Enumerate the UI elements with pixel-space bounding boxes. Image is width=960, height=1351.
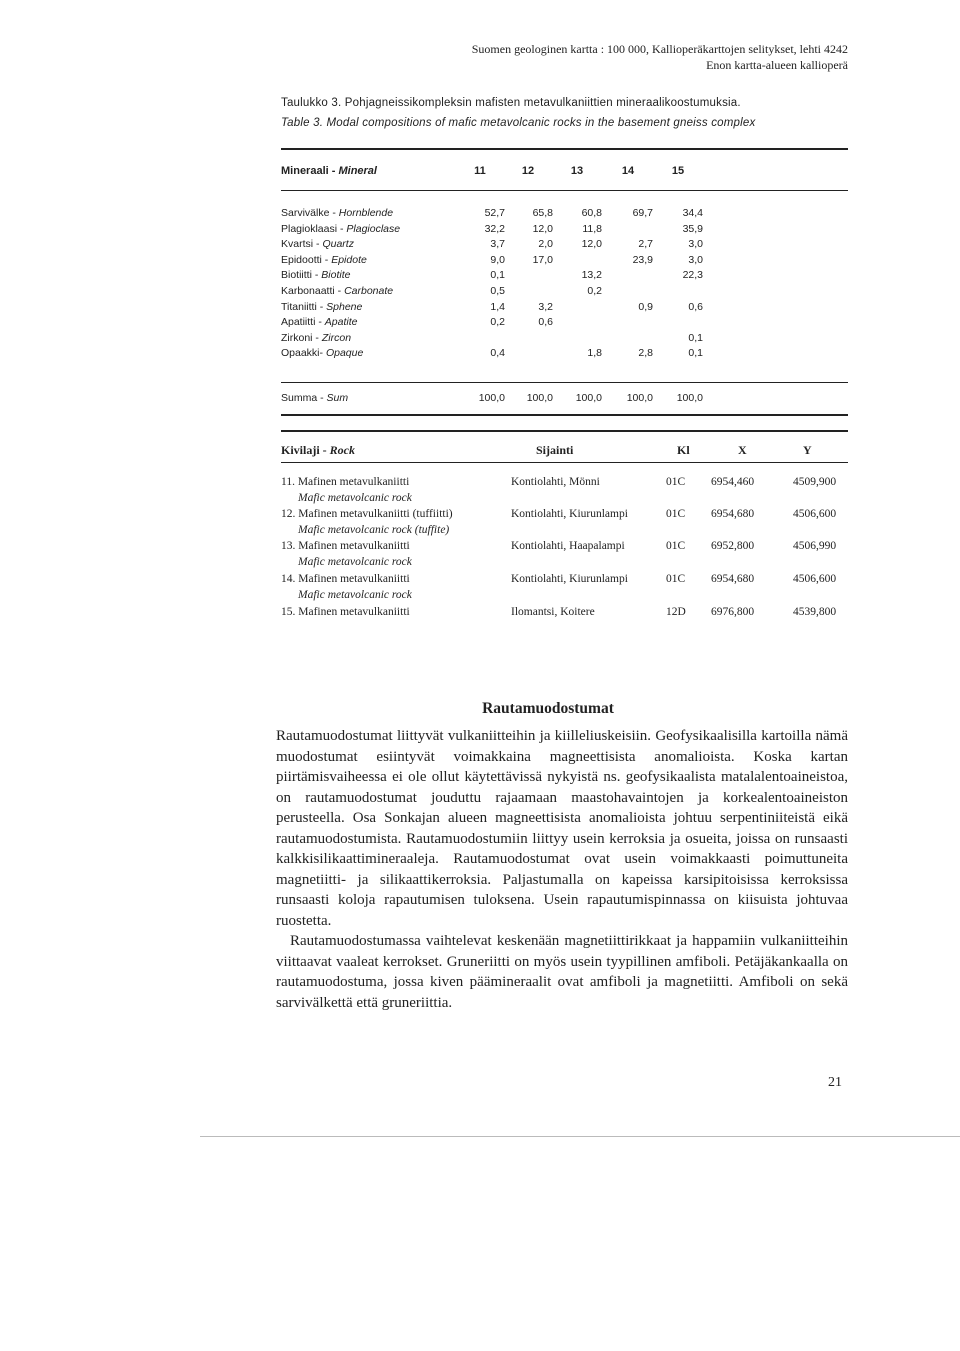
table1-cell: 0,1 [688,347,703,360]
table1-row-label: Sarvivälke - Hornblende [281,207,394,219]
table1-cell: 11,8 [582,222,602,235]
table1-cell: 22,3 [682,269,703,282]
table1-cell: 0,1 [490,269,505,282]
table1-cell: 3,7 [490,238,505,251]
table1-cell: 0,6 [538,316,553,329]
table1-col-header: 11 [474,165,486,177]
table1-row [281,254,848,268]
table1-sum-cell: 100,0 [526,392,553,404]
table1-row-label: Plagioklaasi - Plagioclase [281,222,401,235]
table2-location: Kontiolahti, Haapalampi [511,540,625,552]
table1-cell: 2,8 [638,347,653,360]
table1-row [281,316,848,330]
table1-row [281,285,848,299]
table1-cell: 1,8 [587,347,602,360]
table2-top-rule [281,430,848,432]
table1-header-row [281,165,848,179]
table2-rock-name-english: Mafic metavolcanic rock [298,589,412,601]
table1-row [281,223,848,237]
table1-cell: 9,0 [490,253,505,266]
table1-cell: 0,1 [688,331,703,344]
table-caption-finnish: Taulukko 3. Pohjagneissikompleksin mafisten metavulkaniittien mineraalikoostumuksia. [281,97,741,109]
table1-cell: 23,9 [632,253,653,266]
table2-rock-name: 14. Mafinen metavulkaniitti [281,573,410,585]
table2-rock-name-english: Mafic metavolcanic rock (tuffite) [298,524,450,536]
table1-row-label: Epidootti - Epidote [281,253,367,266]
table1-cell: 69,7 [632,207,653,219]
table1-cell: 1,4 [490,300,505,313]
table1-cell: 12,0 [532,222,553,235]
table1-row [281,332,848,346]
table1-col-header: 15 [671,165,685,177]
table1-cell: 32,2 [484,222,505,235]
table2-x: 6976,800 [711,606,755,618]
table1-cell: 13,2 [581,269,602,282]
table1-top-rule [281,148,848,150]
body-paragraph: Rautamuodostumat liittyvät vulkaniitteihin ja kiilleliuskeisiin. Geofysikaalisilla kartoilla nämä muodostumat esiintyvät voimakkaina magneettisista anomalioista. Koska kartan piirtämisvaiheessa ei ole ollut käytettävissä nykyistä ns. geofysikaalista matalalentoaineistoa, on rautamuodostumat jouduttu rajaamaan maastohavaintojen ja korkealentoaineiston perusteella. Osa Sonkajan alueen magneettisista anomalioista johtuu serpentiniiteistä eikä rautamuodostumista. Rautamuodostumiin liittyy usein kerroksia ja osueita, joissa on runsaasti kalkkisilikaattimineraaleja. Rautamuodostumat ovat usein voimakkaasti poimuttuneita magnetiitti- ja silikaattikerroksia. Paljastumalla on kapeissa karsipitoisissa kerroksissa runsaasti koloja rapautumisen tuloksena. Usein rapautumispinnassa on kiisuista johtuvaa ruostetta. [276,728,848,929]
table1-row-label: Karbonaatti - Carbonate [281,285,394,297]
table1-row-label: Biotiitti - Biotite [281,269,351,282]
table1-row-label: Titaniitti - Sphene [281,300,363,313]
table1-sum-cell: 100,0 [626,392,653,404]
table1-cell: 0,2 [490,316,505,329]
table2-location: Kontiolahti, Mönni [511,476,600,488]
table2-x: 6952,800 [711,540,755,552]
table1-sum-row [281,392,848,406]
table2-y: 4506,990 [793,540,837,552]
table2-location: Kontiolahti, Kiurunlampi [511,573,628,585]
table1-cell: 17,0 [532,253,553,266]
table1-cell: 2,7 [638,238,653,251]
table1-cell: 35,9 [682,222,703,235]
table1-cell: 12,0 [581,238,602,251]
table1-cell: 60,8 [581,207,602,219]
table2-header-location: Sijainti [536,443,574,457]
table1-row [281,238,848,252]
table2-rock-name: 11. Mafinen metavulkaniitti [281,476,410,488]
running-header-subtitle: Enon kartta-alueen kallioperä [706,58,848,72]
running-header-title: Suomen geologinen kartta : 100 000, Kallioperäkarttojen selitykset, lehti 4242 [471,42,848,56]
table2-y: 4506,600 [793,508,837,520]
table1-cell: 3,2 [538,300,553,313]
table2-kl: 01C [666,476,686,488]
table1-cell: 52,7 [484,207,505,219]
table1-sum-cell: 100,0 [575,392,602,404]
table1-cell: 0,4 [490,347,505,360]
table2-header-x: X [738,443,747,457]
table1-cell: 0,2 [587,285,602,297]
table1-row-label: Kvartsi - Quartz [281,238,354,251]
table1-row [281,269,848,283]
table2-header-rule [281,462,848,463]
table1-col-header: 13 [570,165,584,177]
table1-row-label: Opaakki- Opaque [281,347,364,360]
table2-x: 6954,680 [711,573,755,585]
table1-header-label: Mineraali - Mineral [281,165,377,177]
table2-kl: 01C [666,540,686,552]
table2-y: 4509,900 [793,476,837,488]
table2-rock-name-english: Mafic metavolcanic rock [298,556,412,568]
table1-cell: 0,9 [638,300,653,313]
table1-cell: 65,8 [532,207,553,219]
table1-header-rule [281,190,848,191]
table2-location: Kontiolahti, Kiurunlampi [511,508,628,520]
table1-col-header: 14 [621,165,635,177]
table1-row [281,207,848,221]
table1-row [281,301,848,315]
table2-x: 6954,460 [711,476,755,488]
page-bottom-line [200,1136,960,1137]
table2-rock-name-english: Mafic metavolcanic rock [298,492,412,504]
table2-location: Ilomantsi, Koitere [511,606,595,618]
table2-y: 4539,800 [793,606,837,618]
table2-rock-name: 15. Mafinen metavulkaniitti [281,606,410,618]
table2-header-rock: Kivilaji - Rock [281,443,356,457]
table1-cell: 0,5 [490,285,505,297]
table1-sum-cell: 100,0 [478,392,505,404]
table2-rock-name: 13. Mafinen metavulkaniitti [281,540,410,552]
table1-sum-rule [281,382,848,383]
table2-header-y: Y [803,443,812,457]
table1-cell: 2,0 [538,238,553,251]
table1-row-label: Apatiitti - Apatite [281,316,358,329]
table1-bottom-rule [281,414,848,416]
table1-cell: 34,4 [682,207,703,219]
section-title: Rautamuodostumat [482,700,614,717]
table2-header-kl: Kl [677,443,690,457]
table1-cell: 3,0 [688,253,703,266]
table2-y: 4506,600 [793,573,837,585]
table1-col-header: 12 [521,165,535,177]
table2-rock-name: 12. Mafinen metavulkaniitti (tuffiitti) [281,508,453,520]
table1-cell: 3,0 [688,238,703,251]
body-text [276,726,848,1013]
table-caption-english: Table 3. Modal compositions of mafic metavolcanic rocks in the basement gneiss complex [281,117,756,129]
body-paragraph: Rautamuodostumassa vaihtelevat keskenään magnetiittirikkaat ja happamiin vulkaniitteihin viittaavat vaaleat kerrokset. Gruneriitti on myös usein tyypillinen amfiboli. Petäjäkankaalla on rautamuodostuma, jossa kiven päämineraalit ovat amfiboli ja magnetiitti. Amfiboli on sekä sarvivälkettä että gruneriittia. [276,933,848,1011]
table2-kl: 12D [666,606,686,618]
table1-row [281,347,848,361]
table1-row-label: Zirkoni - Zircon [281,331,352,344]
table1-sum-cell: 100,0 [676,392,703,404]
table1-sum-label: Summa - Sum [281,392,349,404]
table2-kl: 01C [666,508,686,520]
table2-x: 6954,680 [711,508,755,520]
page-number: 21 [828,1075,842,1090]
table1-cell: 0,6 [688,300,703,313]
table2-kl: 01C [666,573,686,585]
